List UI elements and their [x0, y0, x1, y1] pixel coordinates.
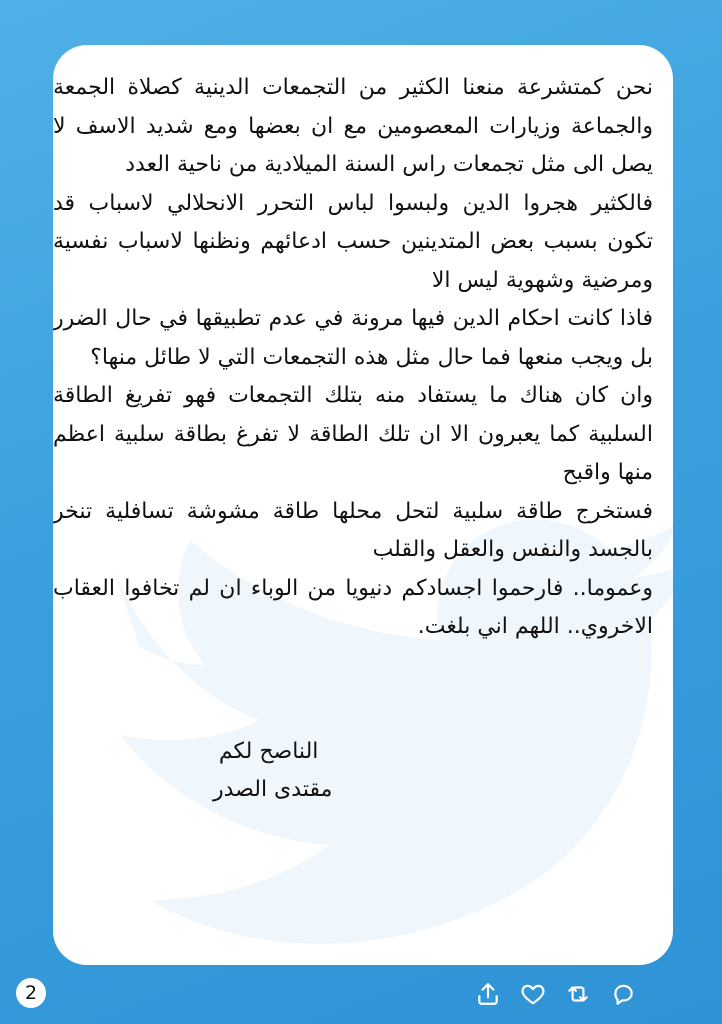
reply-icon — [610, 981, 636, 1007]
retweet-button[interactable] — [562, 978, 594, 1010]
tweet-actions — [472, 978, 652, 1010]
share-icon — [475, 981, 501, 1007]
reply-button[interactable] — [607, 978, 639, 1010]
signature-name: مقتدى الصدر — [213, 777, 333, 802]
signature — [213, 733, 332, 809]
paragraph: فالكثير هجروا الدين ولبسوا لباس التحرر الانحلالي لاسباب قد تكون بسبب بعض المتدينين حسب ادعائهم ونظنها لاسباب نفسية ومرضية وشهوية ليس الا — [53, 190, 653, 293]
retweet-icon — [565, 981, 591, 1007]
post-body — [53, 69, 653, 647]
paragraph: وعموما.. فارحموا اجسادكم دنيويا من الوباء ان لم تخافوا العقاب الاخروي.. اللهم اني بلغت. — [53, 575, 653, 639]
tweet-card — [53, 45, 673, 965]
paragraph: فستخرج طاقة سلبية لتحل محلها طاقة مشوشة تسافلية تنخر بالجسد والنفس والعقل والقلب — [53, 498, 653, 562]
paragraph: فاذا كانت احكام الدين فيها مرونة في عدم تطبيقها في حال الضرر بل ويجب منعها فما حال مثل هذه التجمعات التي لا طائل منها؟ — [53, 306, 653, 370]
signature-closing: الناصح لكم — [218, 739, 319, 764]
share-button[interactable] — [472, 978, 504, 1010]
page-number-badge: 2 — [16, 978, 46, 1008]
like-button[interactable] — [517, 978, 549, 1010]
paragraph: نحن كمتشرعة منعنا الكثير من التجمعات الدينية كصلاة الجمعة والجماعة وزيارات المعصومين مع ان بعضها ومع شديد الاسف لا يصل الى مثل تجمعات راس السنة الميلادية من ناحية العدد — [53, 75, 653, 177]
heart-icon — [520, 981, 546, 1007]
paragraph: وان كان هناك ما يستفاد منه بتلك التجمعات فهو تفريغ الطاقة السلبية كما يعبرون الا ان تلك الطاقة لا تفرغ بطاقة سلبية اعظم منها واقبح — [53, 383, 653, 485]
